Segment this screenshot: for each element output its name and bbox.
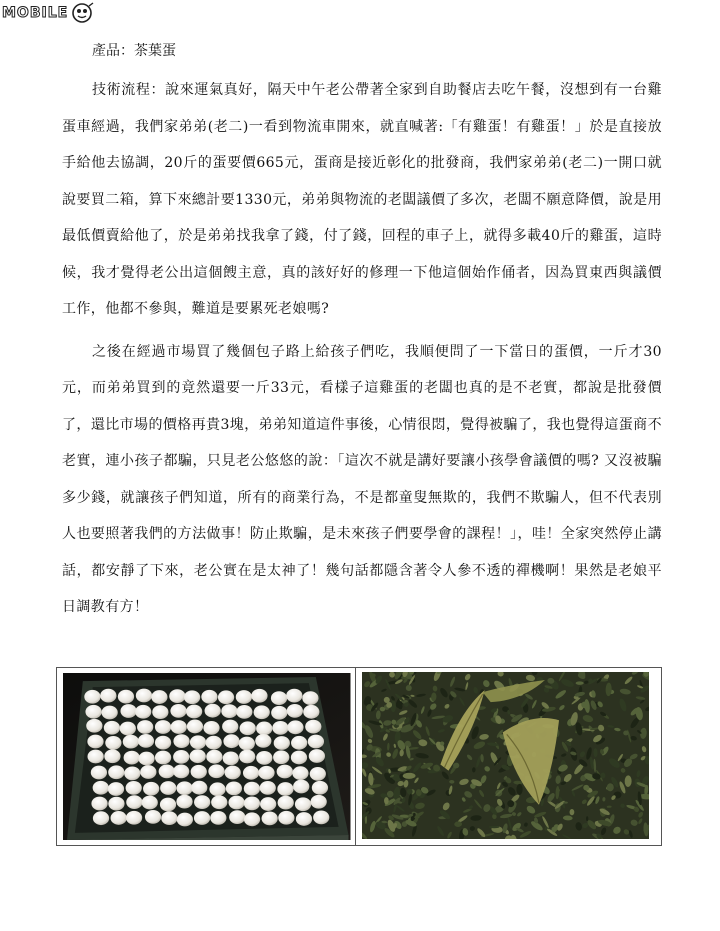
egg (287, 720, 303, 734)
egg (118, 690, 134, 704)
egg (186, 705, 202, 719)
egg (171, 720, 187, 734)
mobile01-logo-icon (69, 2, 95, 24)
egg (104, 749, 120, 763)
egg-crate-photo-icon (63, 673, 351, 840)
egg (176, 795, 192, 809)
egg (309, 749, 325, 763)
egg (272, 721, 288, 735)
egg (135, 705, 151, 719)
egg (169, 689, 185, 703)
egg (142, 796, 158, 810)
egg (108, 797, 124, 811)
egg (173, 734, 189, 748)
egg (177, 781, 193, 795)
egg (173, 750, 189, 764)
tea-leaves-photo-icon (362, 672, 650, 839)
egg (120, 704, 136, 718)
egg (206, 750, 222, 764)
egg (140, 765, 156, 779)
egg (93, 811, 109, 825)
egg (225, 766, 241, 780)
egg (291, 751, 307, 765)
egg (292, 766, 308, 780)
egg (244, 796, 260, 810)
egg (190, 749, 206, 763)
egg (278, 811, 294, 825)
watermark (2, 2, 95, 24)
egg (271, 706, 287, 720)
watermark-text: MOBILE (2, 5, 69, 21)
egg-crate-photo (57, 668, 356, 845)
egg (311, 795, 327, 809)
egg (145, 810, 161, 824)
egg (211, 795, 227, 809)
egg (137, 720, 153, 734)
egg (160, 798, 176, 812)
egg (161, 811, 177, 825)
egg (102, 706, 118, 720)
egg (123, 735, 139, 749)
document-body (62, 36, 662, 626)
egg (236, 705, 252, 719)
egg (177, 813, 193, 827)
paragraph-process: 技術流程：說來運氣真好，隔天中午老公帶著全家到自助餐店去吃午餐，沒想到有一台雞蛋車經過，我們家弟弟(老二)一看到物流車開來，就直喊著:「有雞蛋！有雞蛋！」於是直接放手給他去協調，20斤的蛋要價665元，蛋商是接近彰化的批發商，我們家弟弟(老二)一開口就說要買二箱，算下來總計要1330元，弟弟與物流的老闆議價了多次，老闆不願意降價，說是用最低價賣給他了，於是弟弟找我拿了錢，付了錢，回程的車子上，就得多載40斤的雞蛋，這時候，我才覺得老公出這個餿主意，真的該好好的修理一下他這個始作俑者，因為買東西與議價工作，他都不參與，難道是要累死老娘嗎? (62, 82, 662, 317)
egg (187, 720, 203, 734)
egg (209, 782, 225, 796)
egg (286, 689, 302, 703)
egg (138, 734, 154, 748)
egg (273, 750, 289, 764)
egg (221, 704, 237, 718)
egg (136, 689, 152, 703)
egg (170, 704, 186, 718)
egg (203, 721, 219, 735)
egg (244, 782, 260, 796)
egg (104, 721, 120, 735)
egg (210, 811, 226, 825)
egg (126, 795, 142, 809)
egg (244, 812, 260, 826)
egg (229, 810, 245, 824)
egg (291, 736, 307, 750)
egg (271, 691, 287, 705)
egg (194, 811, 210, 825)
egg (243, 766, 259, 780)
egg (108, 765, 124, 779)
egg (223, 734, 239, 748)
egg (87, 750, 103, 764)
egg (305, 720, 321, 734)
egg (302, 691, 318, 705)
egg (293, 780, 309, 794)
egg (124, 751, 140, 765)
egg (262, 811, 278, 825)
egg (312, 781, 328, 795)
egg (84, 690, 100, 704)
egg (228, 796, 244, 810)
egg (126, 781, 142, 795)
tea-leaf-fragment (384, 797, 389, 804)
egg (226, 781, 242, 795)
egg (194, 795, 210, 809)
egg (105, 736, 121, 750)
egg (100, 689, 116, 703)
egg (124, 766, 140, 780)
egg (160, 781, 176, 795)
tea-leaf-fragment (569, 809, 574, 815)
egg (313, 811, 329, 825)
photo-strip (56, 667, 662, 846)
egg (260, 797, 276, 811)
tea-leaf-fragment (586, 816, 588, 821)
egg (254, 705, 270, 719)
egg (222, 720, 238, 734)
egg (184, 690, 200, 704)
egg (155, 751, 171, 765)
tea-leaf-fragment (488, 826, 499, 828)
egg (277, 765, 293, 779)
egg (93, 781, 109, 795)
egg (120, 722, 136, 736)
egg (87, 735, 103, 749)
egg (201, 690, 217, 704)
egg (151, 690, 167, 704)
egg (256, 751, 272, 765)
document-title: 產品：茶葉蛋 (92, 43, 176, 59)
egg (308, 735, 324, 749)
egg (218, 690, 234, 704)
egg (126, 811, 142, 825)
egg (191, 765, 207, 779)
egg (91, 766, 107, 780)
egg (190, 735, 206, 749)
egg (255, 734, 271, 748)
egg (296, 812, 312, 826)
egg (277, 782, 293, 796)
egg (205, 704, 221, 718)
egg (152, 705, 168, 719)
egg (310, 767, 326, 781)
paragraph-market: 之後在經過市場買了幾個包子路上給孩子們吃，我順便問了一下當日的蛋價，一斤才30元，而弟弟買到的竟然還要一斤33元，看樣子這雞蛋的老闆也真的是不老實，都說是批發價了，還比市場的價格再貴3塊，弟弟知道這件事後，心情很悶，覺得被騙了，我也覺得這蛋商不老實，連小孩子都騙，只見老公悠悠的說：「這次不就是講好要讓小孩學會議價的嗎? 又沒被騙多少錢，就讓孩子們知道，所有的商業行為，不是都童叟無欺的，我們不欺騙人，但不代表別人也要照著我們的方法做事！防止欺騙，是未來孩子們要學會的課程！」，哇！全家突然停止講話，都安靜了下來，老公實在是太神了！幾句話都隱含著令人參不透的禪機啊！果然是老娘平日調教有方！ (62, 343, 662, 615)
egg (91, 797, 107, 811)
egg (155, 736, 171, 750)
egg (206, 736, 222, 750)
tea-leaf-fragment (575, 681, 583, 684)
egg (287, 704, 303, 718)
egg (173, 765, 189, 779)
egg (236, 690, 252, 704)
egg (223, 752, 239, 766)
egg (256, 722, 272, 736)
tea-leaves-photo (356, 668, 662, 845)
egg (159, 765, 175, 779)
egg (239, 750, 255, 764)
egg (138, 752, 154, 766)
egg (278, 796, 294, 810)
egg (258, 766, 274, 780)
egg (295, 797, 311, 811)
egg (143, 782, 159, 796)
egg (108, 782, 124, 796)
egg (274, 736, 290, 750)
egg (85, 705, 101, 719)
egg (240, 721, 256, 735)
egg (303, 705, 319, 719)
egg (208, 764, 224, 778)
egg (239, 737, 255, 751)
egg (86, 719, 102, 733)
egg (260, 781, 276, 795)
egg (155, 720, 171, 734)
egg (251, 689, 267, 703)
egg (111, 811, 127, 825)
egg (191, 781, 207, 795)
